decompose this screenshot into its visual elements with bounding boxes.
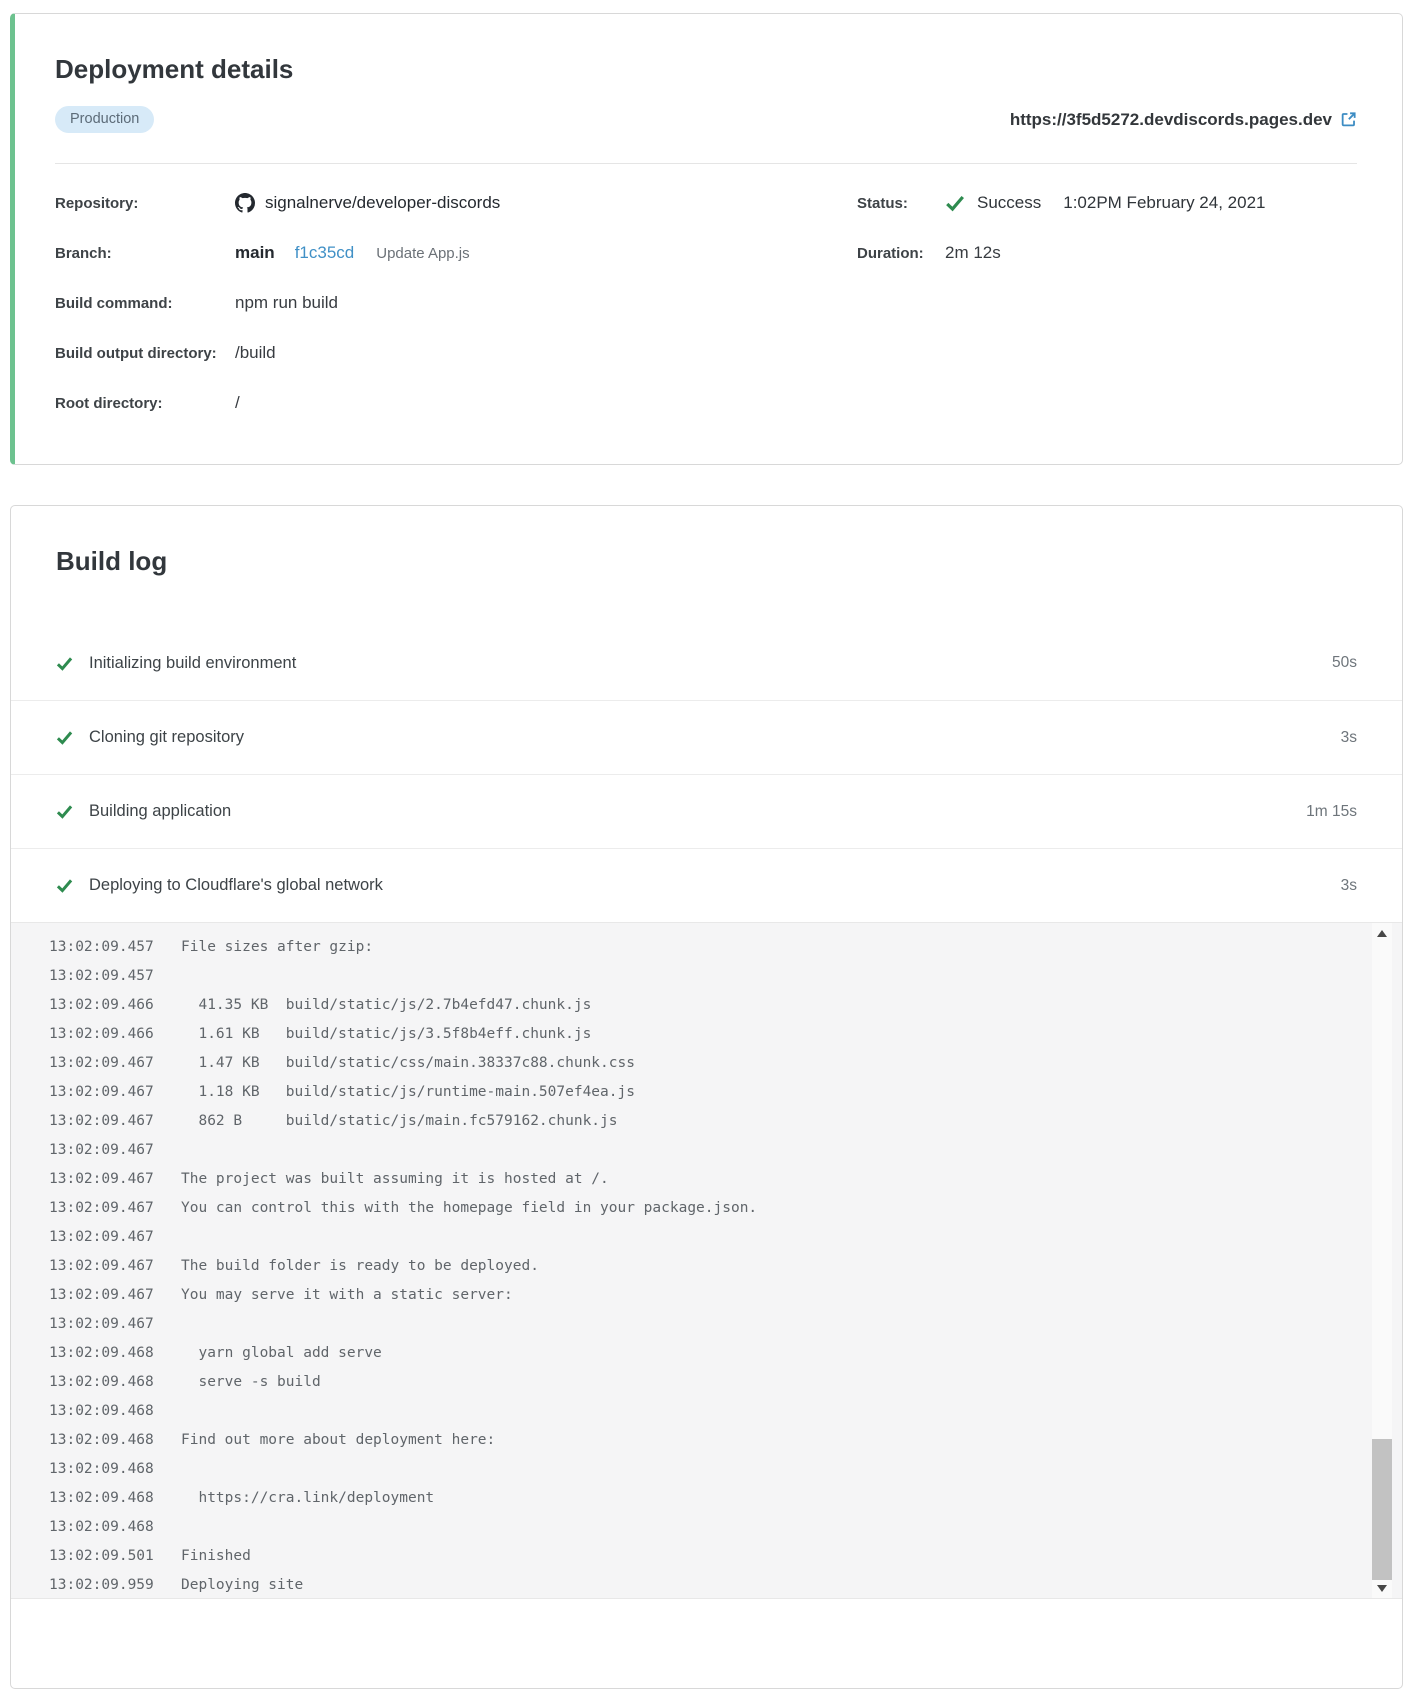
duration-label: Duration: [857,244,924,262]
log-line [49,1107,1342,1136]
duration-row [857,228,1357,278]
root-directory-label: Root directory: [55,394,163,412]
build-log-title: Build log [56,546,168,576]
log-line [49,991,1342,1020]
root-directory-row [55,378,857,428]
check-icon [56,655,73,672]
log-line [49,1455,1342,1484]
branch-row [55,228,857,278]
log-message: 1.47 KB build/static/css/main.38337c88.chunk.css [181,1055,635,1071]
log-timestamp: 13:02:09.468 [49,1461,154,1477]
stage-duration: 1m 15s [1306,802,1357,820]
build-command-value: npm run build [235,293,339,312]
deployment-url[interactable]: https://3f5d5272.devdiscords.pages.dev [1009,109,1332,129]
build-log-output[interactable] [11,922,1402,1599]
log-line [49,1397,1342,1426]
log-line [49,1223,1342,1252]
log-line [49,1165,1342,1194]
check-icon [56,729,73,746]
log-message: https://cra.link/deployment [181,1490,435,1506]
page [0,13,1413,1689]
log-message: 41.35 KB build/static/js/2.7b4efd47.chunk.js [181,997,592,1013]
stage-name: Deploying to Cloudflare's global network [89,876,383,894]
build-output-directory-label: Build output directory: [55,344,217,362]
log-message: The project was built assuming it is hosted at /. [181,1171,609,1187]
log-message: You can control this with the homepage field in your package.json. [181,1200,758,1216]
log-timestamp: 13:02:09.467 [49,1113,154,1129]
log-timestamp: 13:02:09.466 [49,1026,154,1042]
scrollbar-thumb[interactable] [1372,1439,1392,1580]
build-stages [11,626,1402,922]
scroll-up-button[interactable] [1372,925,1392,941]
status-timestamp: 1:02PM February 24, 2021 [1063,193,1266,212]
stage-duration: 50s [1332,654,1357,671]
status-text: Success [977,193,1042,212]
stage-duration: 3s [1340,728,1357,746]
log-line [49,1368,1342,1397]
repository-row [55,178,857,228]
deployment-fields [55,178,1357,428]
deployment-details-title: Deployment details [55,54,294,84]
log-timestamp: 13:02:09.468 [49,1432,154,1448]
badge-row [55,106,1357,133]
commit-hash-link[interactable]: f1c35cd [294,243,355,262]
status-label: Status: [857,194,908,212]
build-command-row [55,278,857,328]
build-stage-row[interactable] [11,700,1402,774]
check-icon [56,803,73,820]
log-timestamp: 13:02:09.467 [49,1316,154,1332]
log-message: 1.61 KB build/static/js/3.5f8b4eff.chunk.js [181,1026,592,1042]
build-stage-row[interactable] [11,626,1402,700]
log-line [49,1426,1342,1455]
build-stage-row[interactable] [11,774,1402,848]
log-line [49,1078,1342,1107]
log-line [49,1513,1342,1542]
log-message: yarn global add serve [181,1345,382,1361]
build-log-card [10,505,1403,1689]
log-lines [49,933,1342,1599]
commit-message: Update App.js [376,244,470,262]
log-line [49,1339,1342,1368]
log-line [49,1484,1342,1513]
status-value [945,193,1265,213]
log-timestamp: 13:02:09.467 [49,1200,154,1216]
log-line [49,962,1342,991]
deployment-fields-left [55,178,857,428]
repository-value [235,193,500,213]
duration-value: 2m 12s [945,243,1001,262]
environment-badge: Production [55,106,154,133]
log-message: serve -s build [181,1374,321,1390]
log-message: Finished [181,1548,251,1564]
log-line [49,1542,1342,1571]
branch-label: Branch: [55,244,112,262]
stage-name: Cloning git repository [89,728,244,746]
external-link-icon [1340,111,1357,128]
build-output-directory-row [55,328,857,378]
log-message: 862 B build/static/js/main.fc579162.chunk.js [181,1113,618,1129]
log-timestamp: 13:02:09.468 [49,1403,154,1419]
repository-name[interactable]: signalnerve/developer-discords [265,193,501,212]
log-line [49,1571,1342,1599]
triangle-up-icon [1377,930,1387,937]
log-line [49,1310,1342,1339]
deployment-url-link[interactable] [1010,110,1357,130]
log-timestamp: 13:02:09.468 [49,1490,154,1506]
log-timestamp: 13:02:09.467 [49,1258,154,1274]
log-timestamp: 13:02:09.467 [49,1229,154,1245]
deployment-fields-right [857,178,1357,428]
check-icon [945,193,965,213]
log-timestamp: 13:02:09.468 [49,1519,154,1535]
log-scrollbar[interactable] [1372,923,1392,1598]
log-timestamp: 13:02:09.467 [49,1142,154,1158]
log-message: You may serve it with a static server: [181,1287,513,1303]
log-line [49,933,1342,962]
log-message: File sizes after gzip: [181,939,374,955]
stage-duration: 3s [1340,876,1357,894]
scroll-down-button[interactable] [1372,1580,1392,1596]
branch-name: main [235,243,275,262]
log-message: 1.18 KB build/static/js/runtime-main.507ef4ea.js [181,1084,635,1100]
log-message: The build folder is ready to be deployed. [181,1258,539,1274]
log-message: Find out more about deployment here: [181,1432,496,1448]
log-timestamp: 13:02:09.501 [49,1548,154,1564]
log-timestamp: 13:02:09.457 [49,939,154,955]
triangle-down-icon [1377,1585,1387,1592]
log-timestamp: 13:02:09.467 [49,1084,154,1100]
log-timestamp: 13:02:09.468 [49,1374,154,1390]
log-timestamp: 13:02:09.467 [49,1055,154,1071]
status-row [857,178,1357,228]
build-command-label: Build command: [55,294,173,312]
check-icon [56,877,73,894]
build-output-directory-value: /build [235,343,276,362]
log-timestamp: 13:02:09.468 [49,1345,154,1361]
log-line [49,1194,1342,1223]
log-line [49,1136,1342,1165]
stage-name: Building application [89,802,232,820]
log-timestamp: 13:02:09.467 [49,1287,154,1303]
log-timestamp: 13:02:09.959 [49,1577,154,1593]
deployment-details-card [10,13,1403,465]
log-line [49,1049,1342,1078]
log-timestamp: 13:02:09.467 [49,1171,154,1187]
log-message: Deploying site [181,1577,304,1593]
github-icon [235,193,255,213]
log-line [49,1281,1342,1310]
log-line [49,1020,1342,1049]
log-timestamp: 13:02:09.466 [49,997,154,1013]
divider [55,163,1357,164]
build-stage-row[interactable] [11,848,1402,922]
log-line [49,1252,1342,1281]
root-directory-value: / [235,393,240,412]
stage-name: Initializing build environment [89,653,297,672]
log-timestamp: 13:02:09.457 [49,968,154,984]
repository-label: Repository: [55,194,139,212]
